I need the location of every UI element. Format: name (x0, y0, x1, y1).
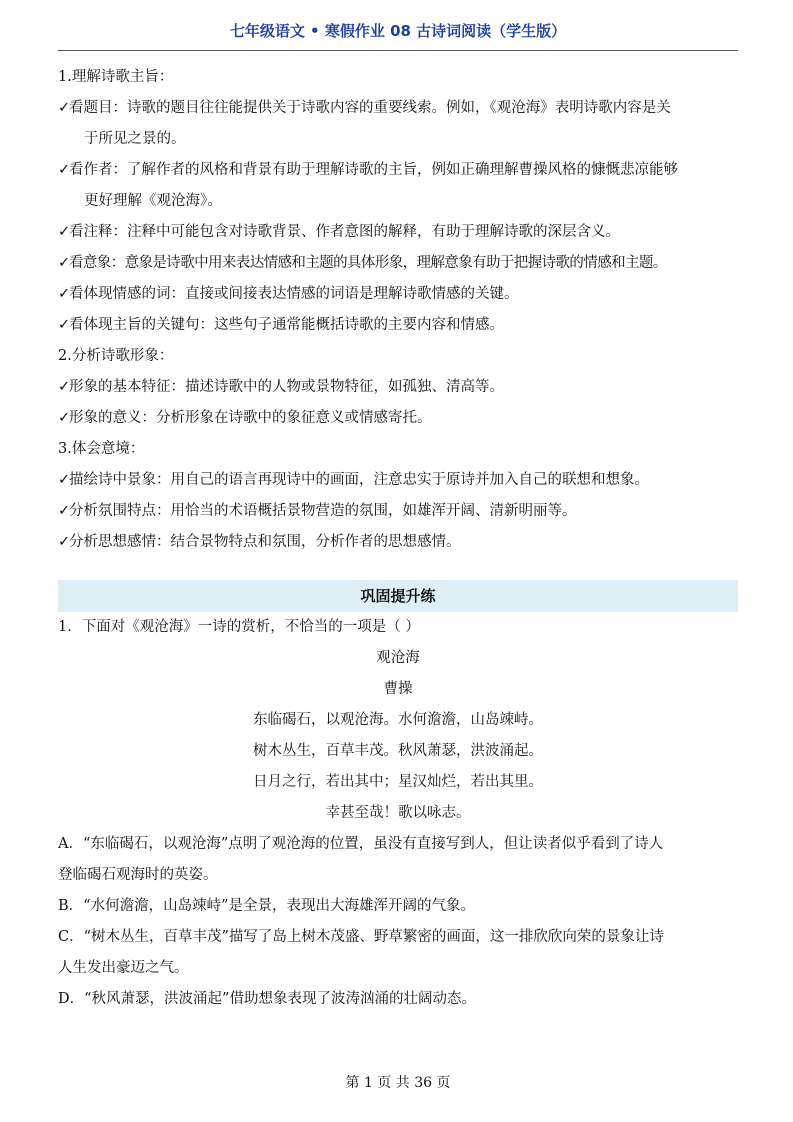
option-a-continued: 登临碣石观海时的英姿。 (58, 867, 218, 883)
section-gap (58, 558, 738, 580)
check-mark-icon: ✓ (58, 472, 71, 488)
page-header-title: 七年级语文 • 寒假作业 08 古诗词阅读（学生版） (229, 22, 567, 40)
check-mark-icon: ✓ (58, 100, 71, 116)
check-mark-icon: ✓ (58, 162, 71, 178)
check-mark-icon: ✓ (58, 503, 71, 519)
item-text: 看作者：了解作者的风格和背景有助于理解诗歌的主旨，例如正确理解曹操风格的慷慨悲凉能够 (69, 162, 678, 178)
check-mark-icon: ✓ (58, 410, 71, 426)
item-text: 描绘诗中景象：用自己的语言再现诗中的画面，注意忠实于原诗并加入自己的联想和想象。 (69, 472, 649, 488)
practice-banner: 巩固提升练 (58, 580, 738, 612)
poem-line-4: 幸甚至哉！歌以咏志。 (325, 805, 471, 821)
question-1-stem: 1．下面对《观沧海》一诗的赏析，不恰当的一项是（ ） (58, 619, 420, 635)
option-c: C．“树木丛生，百草丰茂”描写了岛上树木茂盛、野草繁密的画面，这一排欣欣向荣的景象让诗 (58, 929, 664, 945)
section-1-item-1 (58, 93, 738, 124)
item-text: 看意象：意象是诗歌中用来表达情感和主题的具体形象，理解意象有助于把握诗歌的情感和主题。 (69, 255, 667, 271)
poem-line-1: 东临碣石，以观沧海。水何澹澹，山岛竦峙。 (253, 712, 543, 728)
section-1-item-2-continued: 更好理解《观沧海》。 (84, 193, 222, 209)
section-2-item-1 (58, 372, 738, 403)
option-c-continued: 人生发出豪迈之气。 (58, 960, 189, 976)
check-mark-icon: ✓ (58, 534, 71, 550)
section-1-item-3 (58, 217, 738, 248)
section-1-item-4 (58, 248, 738, 279)
section-3-heading: 3.体会意境： (58, 441, 145, 457)
item-text: 看体现主旨的关键句：这些句子通常能概括诗歌的主要内容和情感。 (69, 317, 504, 333)
option-a: A．“东临碣石，以观沧海”点明了观沧海的位置，虽没有直接写到人，但让读者似乎看到了诗人 (58, 836, 664, 852)
option-b: B．“水何澹澹，山岛竦峙”是全景，表现出大海雄浑开阔的气象。 (58, 898, 475, 914)
section-3-item-1 (58, 465, 738, 496)
section-1-heading: 1.理解诗歌主旨： (58, 69, 174, 85)
section-2-item-2 (58, 403, 738, 434)
item-text: 形象的基本特征：描述诗歌中的人物或景物特征，如孤独、清高等。 (69, 379, 504, 395)
poem-line-3: 日月之行，若出其中；星汉灿烂，若出其里。 (253, 774, 543, 790)
section-3-item-2 (58, 496, 738, 527)
check-mark-icon: ✓ (58, 224, 71, 240)
item-text: 分析氛围特点：用恰当的术语概括景物营造的氛围，如雄浑开阔、清新明丽等。 (69, 503, 577, 519)
item-text: 看题目：诗歌的题目往往能提供关于诗歌内容的重要线索。例如，《观沧海》表明诗歌内容是关 (69, 100, 671, 116)
poem-line-2: 树木丛生，百草丰茂。秋风萧瑟，洪波涌起。 (253, 743, 543, 759)
check-mark-icon: ✓ (58, 255, 71, 271)
header-divider (58, 50, 738, 51)
item-text: 看体现情感的词：直接或间接表达情感的词语是理解诗歌情感的关键。 (69, 286, 519, 302)
option-d: D．“秋风萧瑟，洪波涌起”借助想象表现了波涛汹涌的壮阔动态。 (58, 991, 476, 1007)
item-text: 分析思想感情：结合景物特点和氛围，分析作者的思想感情。 (69, 534, 461, 550)
poem-title: 观沧海 (376, 650, 420, 666)
check-mark-icon: ✓ (58, 286, 71, 302)
item-text: 看注释：注释中可能包含对诗歌背景、作者意图的解释，有助于理解诗歌的深层含义。 (69, 224, 620, 240)
section-3-item-3 (58, 527, 738, 558)
section-1-item-6 (58, 310, 738, 341)
section-1-item-2 (58, 155, 738, 186)
check-mark-icon: ✓ (58, 379, 71, 395)
poem-author: 曹操 (383, 681, 413, 697)
page-footer: 第 1 页 共 36 页 (345, 1075, 451, 1091)
check-mark-icon: ✓ (58, 317, 71, 333)
section-1-item-5 (58, 279, 738, 310)
section-2-heading: 2.分析诗歌形象： (58, 348, 174, 364)
document-body (58, 62, 738, 1015)
item-text: 形象的意义：分析形象在诗歌中的象征意义或情感寄托。 (69, 410, 432, 426)
section-1-item-1-continued: 于所见之景的。 (84, 131, 186, 147)
